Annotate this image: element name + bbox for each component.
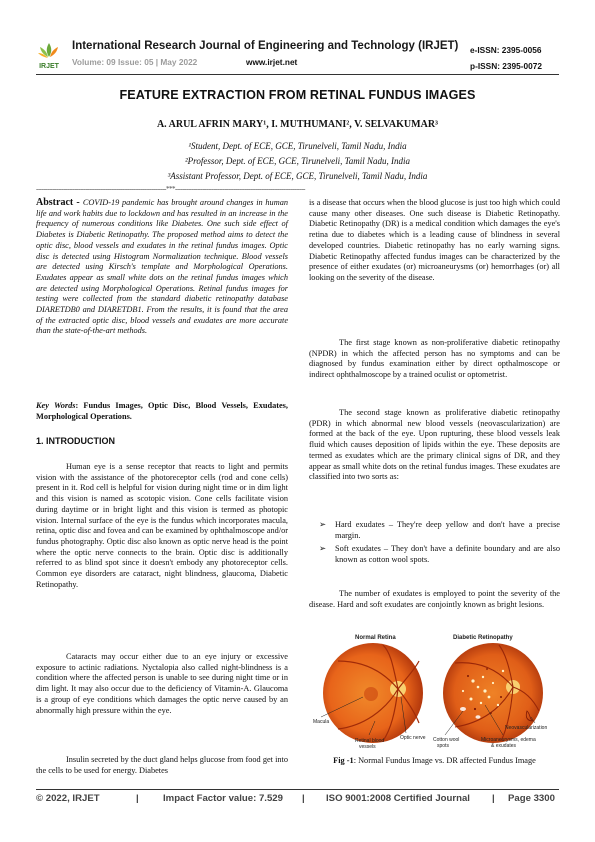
arrow-bullet-icon: ➢	[319, 544, 326, 554]
svg-text:spots: spots	[437, 743, 449, 749]
issn-block	[470, 42, 542, 74]
footer-separator: |	[302, 793, 305, 804]
list-item-text: Soft exudates – They don't have a definite boundary and are also known as cotton wool spots.	[335, 544, 560, 565]
right-paragraph-3	[309, 408, 560, 483]
svg-text:vessels: vessels	[359, 744, 376, 750]
abstract-label: Abstract -	[36, 197, 83, 208]
footer-separator: |	[492, 793, 495, 804]
journal-title: International Research Journal of Engineering and Technology (IRJET)	[72, 40, 459, 52]
keywords-text: : Fundus Images, Optic Disc, Blood Vessels, Exudates, Morphological Operations.	[36, 401, 288, 421]
abstract-text: COVID-19 pandemic has brought around changes in human life and work habits due to lockdown and has resulted in an increase in the frequency of numerous conditions like Diabetes. One such side effect of Diabetes is Diabetic Retinopathy. The proposed method aims to detect the optic disc, blood vessels and exudates in the retinal fundus images. Optic disc is detected using Histogram Normalization technique. Blood vessels are detected using Kirsch's template and Morphological Operations. Exudates appear as small white dots on the retinal fundus images which are detected using Morphological Operations. Retinal fundus images for testing were collected from the standard diabetic retinopathy database DIARETDB0 and DIARETDB1. From the results, it is found that the area of the extracted optic disc, blood vessels and exudates are more accurate than the state-of-the-art methods.	[36, 198, 288, 336]
figure-caption	[309, 756, 560, 767]
caption-text: : Normal Fundus Image vs. DR affected Fundus Image	[353, 756, 536, 765]
paragraph-text: The number of exudates is employed to point the severity of the disease. Hard and soft exudates are conjointly known as bright lesions.	[309, 589, 560, 609]
affiliation-3: ³Assistant Professor, Dept. of ECE, GCE, Tirunelveli, Tamil Nadu, India	[167, 171, 428, 181]
paragraph-text: Cataracts may occur either due to an eye injury or excessive exposure to actinic radiations. Nyctalopia also called night-blindness is a condition where the affected person is unable to see during night time or in dim light. It may also occur due to the deficiency of Vitamin-A. Glaucoma is a group of eye conditions which damages the optic nerve caused by an abnormally high pressure within the eye.	[36, 652, 288, 715]
paragraph-text: The second stage known as proliferative diabetic retinopathy (PDR) in which abnormal new blood vessels (neovascularization) are formed at the back of the eye. Upon rupturing, these blood vessels leak fluid which causes deposition of lipids within the eye. These deposits are termed as exudates which are the primary clinical signs of DR, and they appear as small white dots on the retinal fundus images. These exudates are classified into two sorts as:	[309, 408, 560, 482]
intro-paragraph-1	[36, 462, 288, 590]
footer-separator: |	[136, 793, 139, 804]
caption-label: Fig -1	[333, 756, 354, 765]
svg-text:Retinal blood: Retinal blood	[355, 738, 385, 744]
paragraph-text: Human eye is a sense receptor that reacts to light and permits vision with the assistance of the photoreceptor cells (rod and cone cells) present in it. Rod cell is helpful for vision during night time or in dim light and this vision is named as scotopic vision. Cone cells facilitate vision during daytime or in bright light and this vision is termed as photopic vision. Internal surface of the eye is the fundus which incorporates macula, retina, optic disc and fovea and can be examined by ophthalmoscope and/or fundus photography. Optic disc also known as optic nerve head is the point where the optic nerve connects to the brain. Optic disc is additionally referred to as blind spot since it doesn't embody any photoreceptor cells. Common eye disorders are cataract, night blindness, glaucoma, Diabetic Retinopathy.	[36, 462, 288, 589]
keywords	[36, 401, 288, 422]
list-item	[309, 520, 560, 541]
affiliation-2: ²Professor, Dept. of ECE, GCE, Tirunelveli, Tamil Nadu, India	[184, 156, 411, 166]
label-optic-nerve: Optic nerve	[400, 735, 426, 741]
footer-copyright: © 2022, IRJET	[36, 793, 100, 804]
author-list: A. ARUL AFRIN MARY¹, I. MUTHUMANI², V. SELVAKUMAR³	[156, 119, 439, 130]
section-separator: -----------------------------------------------------------------------***-----------------------------------------------------------------------	[36, 185, 306, 193]
fundus-comparison-figure	[313, 631, 557, 753]
svg-text:& exudates: & exudates	[491, 743, 517, 749]
svg-text:Microaneurysms, edema: Microaneurysms, edema	[481, 737, 536, 743]
right-paragraph-2	[309, 338, 560, 381]
footer-page-number: Page 3300	[508, 793, 555, 804]
affiliation-1: ¹Student, Dept. of ECE, GCE, Tirunelveli, Tamil Nadu, India	[188, 141, 407, 151]
list-item-text: Hard exudates – They're deep yellow and don't have a precise margin.	[335, 520, 560, 540]
right-paragraph-1	[309, 198, 560, 284]
volume-issue: Volume: 09 Issue: 05 | May 2022	[72, 57, 198, 67]
journal-logo	[36, 40, 62, 70]
footer-iso: ISO 9001:2008 Certified Journal	[326, 793, 470, 804]
eissn: e-ISSN: 2395-0056	[470, 45, 542, 55]
label-neovascularization: Neovascularization	[505, 725, 548, 731]
header-divider	[36, 74, 559, 75]
dr-retina-title: Diabetic Retinopathy	[453, 635, 513, 641]
label-macula: Macula	[313, 719, 330, 725]
keywords-label: Key Words	[36, 401, 76, 410]
arrow-bullet-icon: ➢	[319, 520, 326, 529]
intro-paragraph-3	[36, 755, 288, 776]
normal-retina-image	[313, 635, 426, 750]
footer-impact-factor: Impact Factor value: 7.529	[163, 793, 283, 804]
exudate-list	[309, 520, 560, 566]
paragraph-text: The first stage known as non-proliferative diabetic retinopathy (NPDR) in which the affected person has no symptoms and can be diagnosed by fundus examination either by direct opthalmoscope or indirect ophthalmoscope by a trained oculist or optometrist.	[309, 338, 560, 380]
abstract	[36, 198, 288, 337]
journal-website[interactable]: www.irjet.net	[246, 57, 298, 67]
svg-text:Cotton wool: Cotton wool	[433, 737, 460, 743]
paper-title: FEATURE EXTRACTION FROM RETINAL FUNDUS IMAGES	[119, 88, 476, 102]
paragraph-text: Insulin secreted by the duct gland helps glucose from food get into the cells to be used for energy. Diabetes	[36, 755, 288, 775]
list-item	[309, 544, 560, 565]
right-paragraph-4	[309, 589, 560, 610]
intro-paragraph-2	[36, 652, 288, 716]
logo-text: IRJET	[39, 63, 59, 70]
normal-retina-title: Normal Retina	[355, 635, 396, 641]
footer-divider	[36, 789, 559, 790]
paragraph-text: is a disease that occurs when the blood glucose is just too high which could cause many other diseases. One such disease is Diabetic Retinopathy. Diabetic Retinopathy (DR) is a medical condition which damages the eye's retina due to diabetes which is a leading cause of blindness in several developed countries. Diabetic retinopathy has no early warning signs. Diabetic Retinopathy affected fundus images can be characterized by the presence of either exudates (or) microaneurysms (or) hemorrhages (or) all looking on the severity of the disease.	[309, 198, 560, 282]
section-heading-introduction: 1. INTRODUCTION	[36, 436, 116, 446]
dr-retina-image	[433, 635, 547, 749]
pissn: p-ISSN: 2395-0072	[470, 61, 542, 71]
